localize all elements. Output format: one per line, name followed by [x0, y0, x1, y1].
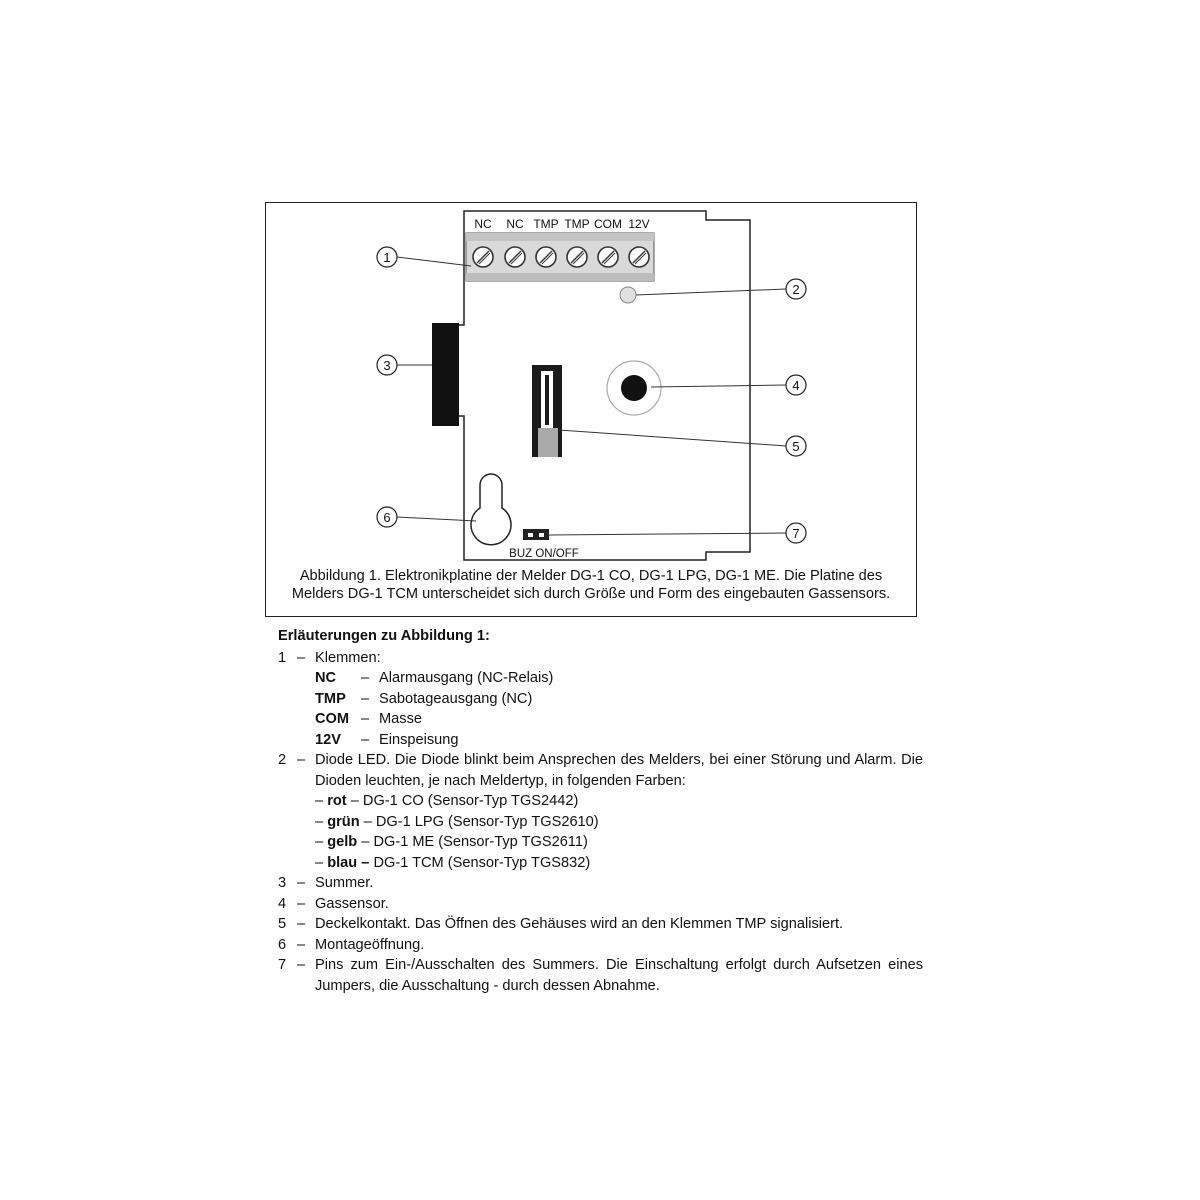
svg-text:6: 6 — [383, 510, 391, 525]
terminal-label: COM — [594, 217, 622, 231]
note-item-3: 3 – Summer. — [278, 875, 374, 891]
figure-caption-line-1: Abbildung 1. Elektronikplatine der Melder DG-1 CO, DG-1 LPG, DG-1 ME. Die Platine des — [299, 568, 883, 584]
jumper-label: BUZ ON/OFF — [509, 548, 579, 560]
pcb-diagram — [266, 203, 918, 618]
callout-6 — [377, 507, 397, 527]
terminal-label: NC — [506, 217, 524, 231]
buzzer-jumper — [523, 529, 549, 540]
svg-text:3: 3 — [383, 358, 391, 373]
note-item-5: 5 – Deckelkontakt. Das Öffnen des Gehäuses wird an den Klemmen TMP signalisiert. — [278, 916, 844, 932]
terminal-label: TMP — [564, 217, 590, 231]
led-color-note: – blau – DG-1 TCM (Sensor-Typ TGS832) — [315, 854, 591, 871]
led-color-note: – grün – DG-1 LPG (Sensor-Typ TGS2610) — [315, 813, 599, 830]
terminal-label: 12V — [628, 217, 650, 231]
terminal-note: 12V – Einspeisung — [315, 731, 459, 748]
callout-2 — [786, 279, 806, 299]
led-color-note: – gelb – DG-1 ME (Sensor-Typ TGS2611) — [315, 834, 588, 850]
callout-3 — [377, 355, 397, 375]
figure-notes — [278, 626, 923, 996]
svg-text:4: 4 — [792, 378, 800, 393]
note-item-1: 1 – Klemmen: — [278, 649, 381, 666]
note-item-6: 6 – Montageöffnung. — [278, 936, 425, 953]
terminal-note: NC – Alarmausgang (NC-Relais) — [315, 670, 554, 686]
callout-5 — [786, 436, 806, 456]
svg-text:1: 1 — [383, 250, 391, 265]
figure-caption-line-2: Melders DG-1 TCM unterscheidet sich durch Größe und Form des eingebauten Gassensors. — [291, 586, 891, 602]
notes-title: Erläuterungen zu Abbildung 1: — [278, 628, 490, 644]
terminal-label: NC — [474, 217, 492, 231]
note-item-2: 2 – Diode LED. Die Diode blinkt beim Ansprechen des Melders, bei einer Störung und Alarm. Die Dioden leuchten, je nach Meldertyp, in folgenden Farben: — [278, 752, 923, 789]
note-item-7: 7 – Pins zum Ein-/Ausschalten des Summers. Die Einschaltung erfolgt durch Aufsetzen eines Jumpers, die Ausschaltung - durch dessen Abnahme. — [278, 957, 923, 994]
led-color-note: – rot – DG-1 CO (Sensor-Typ TGS2442) — [315, 793, 579, 809]
callout-4 — [786, 375, 806, 395]
svg-text:7: 7 — [792, 526, 800, 541]
callout-7 — [786, 523, 806, 543]
note-item-4: 4 – Gassensor. — [278, 895, 389, 912]
terminal-note: COM – Masse — [315, 711, 422, 727]
led — [620, 287, 636, 303]
callout-1 — [377, 247, 397, 267]
svg-text:2: 2 — [792, 282, 800, 297]
buzzer — [432, 323, 459, 426]
svg-text:5: 5 — [792, 439, 800, 454]
terminal-note: TMP – Sabotageausgang (NC) — [315, 690, 533, 707]
figure-frame — [265, 202, 917, 617]
terminal-label: TMP — [533, 217, 559, 231]
